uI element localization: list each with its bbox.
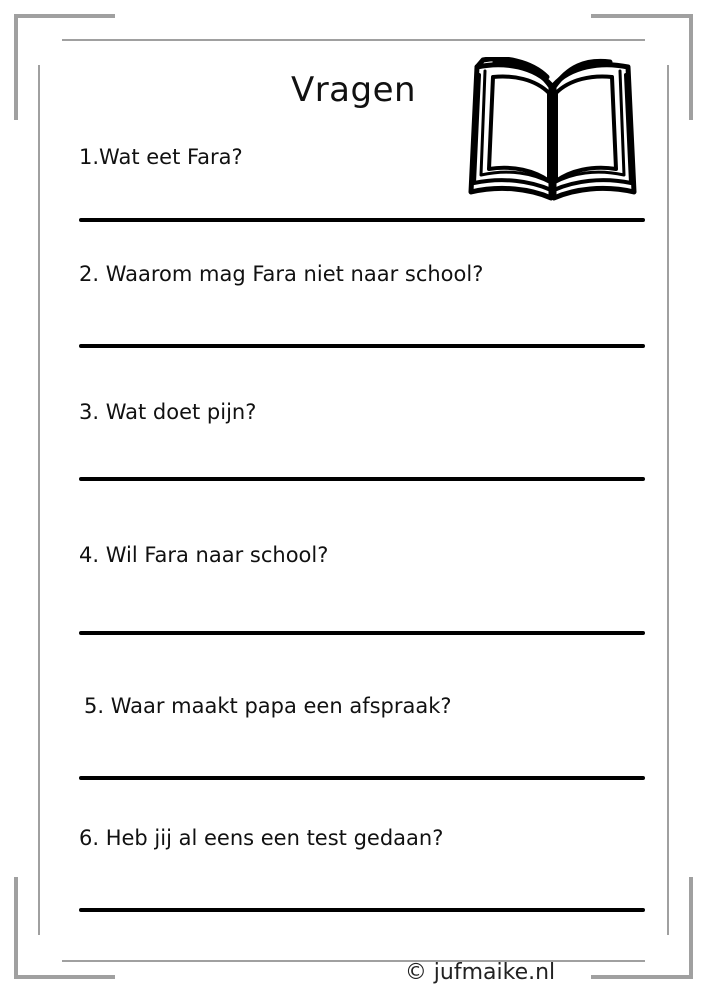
question-3: 3. Wat doet pijn?	[79, 400, 257, 424]
copyright-footer: © jufmaike.nl	[404, 960, 556, 985]
answer-line-2[interactable]	[79, 344, 645, 348]
page-title: Vragen	[290, 70, 417, 110]
question-1: 1.Wat eet Fara?	[79, 145, 243, 169]
answer-line-4[interactable]	[79, 631, 645, 635]
question-5: 5. Waar maakt papa een afspraak?	[84, 694, 452, 718]
inner-frame-left	[38, 65, 40, 935]
frame-bottom-left-segment	[14, 975, 115, 979]
question-2: 2. Waarom mag Fara niet naar school?	[79, 262, 484, 286]
inner-frame-right	[667, 65, 669, 935]
answer-line-1[interactable]	[79, 218, 645, 222]
answer-line-6[interactable]	[79, 908, 645, 912]
frame-top-right-segment	[591, 14, 693, 18]
frame-right-bottom-segment	[689, 877, 693, 979]
inner-frame-top	[62, 39, 645, 41]
answer-line-3[interactable]	[79, 477, 645, 481]
open-book-icon	[465, 57, 640, 202]
frame-left-bottom-segment	[14, 877, 18, 979]
frame-top-left-segment	[14, 14, 115, 18]
question-4: 4. Wil Fara naar school?	[79, 543, 329, 567]
answer-line-5[interactable]	[79, 776, 645, 780]
frame-bottom-right-segment	[591, 975, 693, 979]
question-6: 6. Heb jij al eens een test gedaan?	[79, 826, 444, 850]
